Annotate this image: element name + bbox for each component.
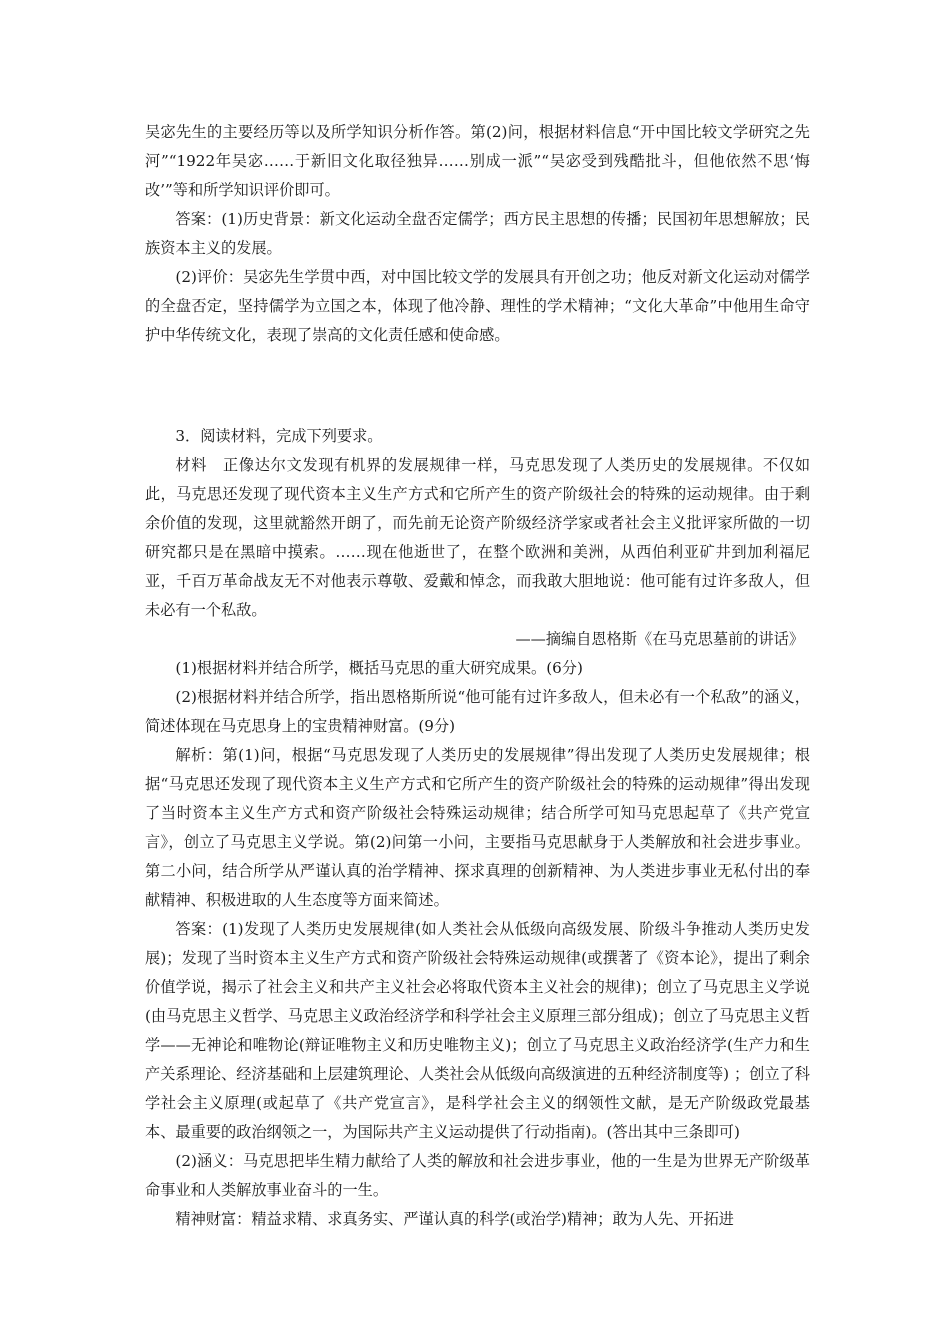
document-page — [145, 118, 810, 1234]
section-gap — [145, 350, 810, 422]
prev-analysis-tail: 吴宓先生的主要经历等以及所学知识分析作答。第(2)问，根据材料信息“开中国比较文学研究之先河”“1922年吴宓……于新旧文化取径独异……别成一派”“吴宓受到残酷批斗，但他依然不思‘悔改’”等和所学知识评价即可。 — [145, 123, 810, 199]
material-source: ——摘编自恩格斯《在马克思墓前的讲话》 — [515, 630, 804, 648]
prev-answer-2: (2)评价：吴宓先生学贯中西，对中国比较文学的发展具有开创之功；他反对新文化运动对儒学的全盘否定，坚持儒学为立国之本，体现了他冷静、理性的学术精神；“文化大革命”中他用生命守护中华传统文化，表现了崇高的文化责任感和使命感。 — [145, 268, 810, 344]
question-3-sub-2: (2)根据材料并结合所学，指出恩格斯所说“他可能有过许多敌人，但未必有一个私敌”的涵义，简述体现在马克思身上的宝贵精神财富。(9分) — [145, 688, 810, 735]
question-3-answer-2: (2)涵义：马克思把毕生精力献给了人类的解放和社会进步事业，他的一生是为世界无产阶级革命事业和人类解放事业奋斗的一生。 — [145, 1152, 810, 1199]
question-3-sub-1: (1)根据材料并结合所学，概括马克思的重大研究成果。(6分) — [175, 659, 583, 677]
question-3-analysis: 解析：第(1)问，根据“马克思发现了人类历史的发展规律”得出发现了人类历史发展规律；根据“马克思还发现了现代资本主义生产方式和它所产生的资产阶级社会的特殊的运动规律”得出发现了当时资本主义生产方式和资产阶级社会特殊运动规律；结合所学可知马克思起草了《共产党宣言》，创立了马克思主义学说。第(2)问第一小问，主要指马克思献身于人类解放和社会进步事业。第二小问，结合所学从严谨认真的治学精神、探求真理的创新精神、为人类进步事业无私付出的奉献精神、积极进取的人生态度等方面来简述。 — [145, 746, 810, 909]
question-3-stem: 3．阅读材料，完成下列要求。 — [175, 427, 383, 445]
question-3-answer-1: 答案：(1)发现了人类历史发展规律(如人类社会从低级向高级发展、阶级斗争推动人类历史发展)；发现了当时资本主义生产方式和资产阶级社会特殊运动规律(或撰著了《资本论》，提出了剩余价值学说，揭示了社会主义和共产主义社会必将取代资本主义社会的规律)；创立了马克思主义学说(由马克思主义哲学、马克思主义政治经济学和科学社会主义原理三部分组成)；创立了马克思主义哲学——无神论和唯物论(辩证唯物主义和历史唯物主义)；创立了马克思主义政治经济学(生产力和生产关系理论、经济基础和上层建筑理论、人类社会从低级向高级演进的五种经济制度等) ；创立了科学社会主义原理(或起草了《共产党宣言》，是科学社会主义的纲领性文献，是无产阶级政党最基本、最重要的政治纲领之一，为国际共产主义运动提供了行动指南)。(答出其中三条即可) — [145, 920, 810, 1141]
question-3-material: 材料 正像达尔文发现有机界的发展规律一样，马克思发现了人类历史的发展规律。不仅如此，马克思还发现了现代资本主义生产方式和它所产生的资产阶级社会的特殊的运动规律。由于剩余价值的发现，这里就豁然开朗了，而先前无论资产阶级经济学家或者社会主义批评家所做的一切研究都只是在黑暗中摸索。……现在他逝世了，在整个欧洲和美洲，从西伯利亚矿井到加利福尼亚，千百万革命战友无不对他表示尊敬、爱戴和悼念，而我敢大胆地说：他可能有过许多敌人，但未必有一个私敌。 — [145, 456, 810, 619]
prev-answer-1: 答案：(1)历史背景：新文化运动全盘否定儒学；西方民主思想的传播；民国初年思想解放；民族资本主义的发展。 — [145, 210, 810, 257]
question-3-answer-3: 精神财富：精益求精、求真务实、严谨认真的科学(或治学)精神；敢为人先、开拓进 — [175, 1210, 734, 1228]
